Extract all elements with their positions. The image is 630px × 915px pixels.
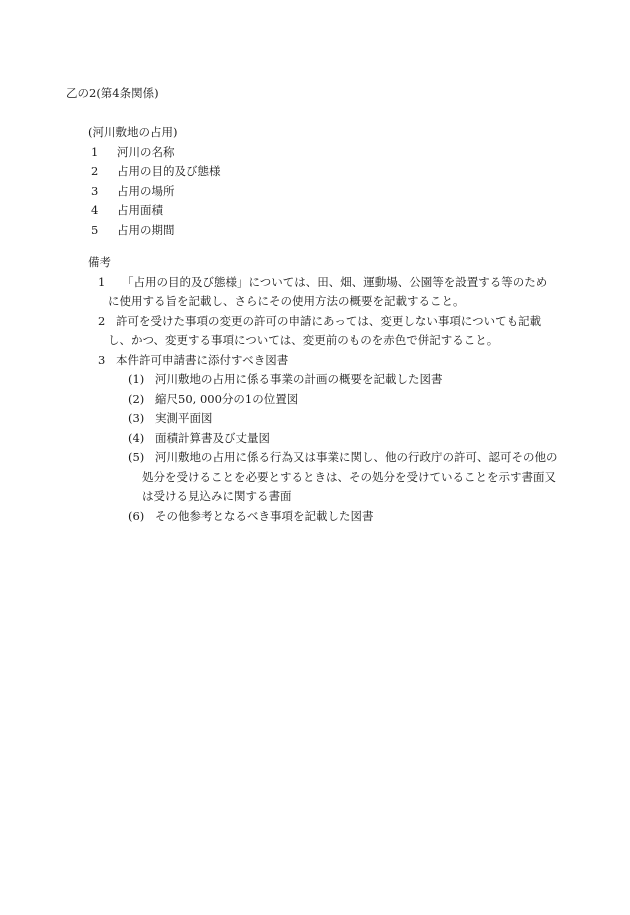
note-number: 2 bbox=[98, 313, 106, 328]
item-label: 占用の場所 bbox=[117, 183, 175, 198]
list-item bbox=[88, 162, 221, 182]
note-line: し、かつ、変更する事項については、変更前のものを赤色で併記すること。 bbox=[108, 333, 499, 347]
note-number: 3 bbox=[98, 352, 106, 367]
remark-note bbox=[98, 312, 558, 351]
item-number: 4 bbox=[91, 203, 99, 217]
subitem-line: は受ける見込みに関する書面 bbox=[142, 489, 292, 503]
application-items-section bbox=[88, 123, 221, 240]
subitem-line: 実測平面図 bbox=[155, 411, 213, 425]
item-number: 5 bbox=[91, 222, 99, 237]
subitem-number: (3) bbox=[128, 411, 145, 425]
subitem-number: (6) bbox=[128, 508, 145, 523]
subitem-number: (2) bbox=[128, 391, 145, 406]
list-item bbox=[128, 448, 558, 507]
form-title: 乙の2(第4条関係) bbox=[66, 86, 159, 100]
item-label: 占用の期間 bbox=[117, 222, 175, 237]
item-number: 2 bbox=[91, 164, 99, 178]
section-heading: (河川敷地の占用) bbox=[88, 125, 178, 139]
list-item bbox=[88, 221, 221, 241]
list-item bbox=[128, 507, 558, 527]
list-item bbox=[88, 143, 221, 163]
subitem-number: (1) bbox=[128, 372, 145, 386]
item-label: 占用面積 bbox=[117, 203, 163, 217]
subitem-line: 河川敷地の占用に係る事業の計画の概要を記載した図書 bbox=[155, 372, 443, 386]
item-number: 1 bbox=[91, 144, 99, 159]
note-number: 1 bbox=[98, 274, 106, 289]
item-label: 河川の名称 bbox=[117, 144, 175, 159]
subitem-number: (5) bbox=[128, 450, 145, 464]
list-item bbox=[128, 370, 558, 390]
note-line: 「占用の目的及び態様」については、田、畑、運動場、公園等を設置する等のため bbox=[122, 274, 548, 289]
list-item bbox=[88, 201, 221, 221]
subitem-line: 河川敷地の占用に係る行為又は事業に関し、他の行政庁の許可、認可その他の bbox=[155, 450, 558, 464]
note-line: に使用する旨を記載し、さらにその使用方法の概要を記載すること。 bbox=[108, 294, 465, 308]
subitem-line: 面積計算書及び丈量図 bbox=[155, 430, 270, 445]
note-line: 本件許可申請書に添付すべき図書 bbox=[116, 352, 289, 367]
list-item bbox=[128, 409, 558, 429]
remarks-section bbox=[88, 253, 558, 526]
note-line: 許可を受けた事項の変更の許可の申請にあっては、変更しない事項についても記載 bbox=[116, 313, 542, 328]
subitem-line: 縮尺50, 000分の1の位置図 bbox=[155, 391, 299, 406]
subitem-line: その他参考となるべき事項を記載した図書 bbox=[155, 508, 374, 523]
list-item bbox=[88, 182, 221, 202]
item-number: 3 bbox=[91, 183, 99, 198]
subitem-number: (4) bbox=[128, 430, 145, 445]
remark-note bbox=[98, 351, 558, 371]
list-item bbox=[128, 429, 558, 449]
remarks-heading: 備考 bbox=[88, 255, 111, 269]
remark-note bbox=[98, 273, 558, 312]
list-item bbox=[128, 390, 558, 410]
subitem-text bbox=[142, 448, 558, 507]
item-label: 占用の目的及び態様 bbox=[117, 164, 221, 178]
attachment-list bbox=[88, 370, 558, 526]
subitem-line: 処分を受けることを必要とするときは、その処分を受けていることを示す書面又 bbox=[142, 469, 556, 484]
